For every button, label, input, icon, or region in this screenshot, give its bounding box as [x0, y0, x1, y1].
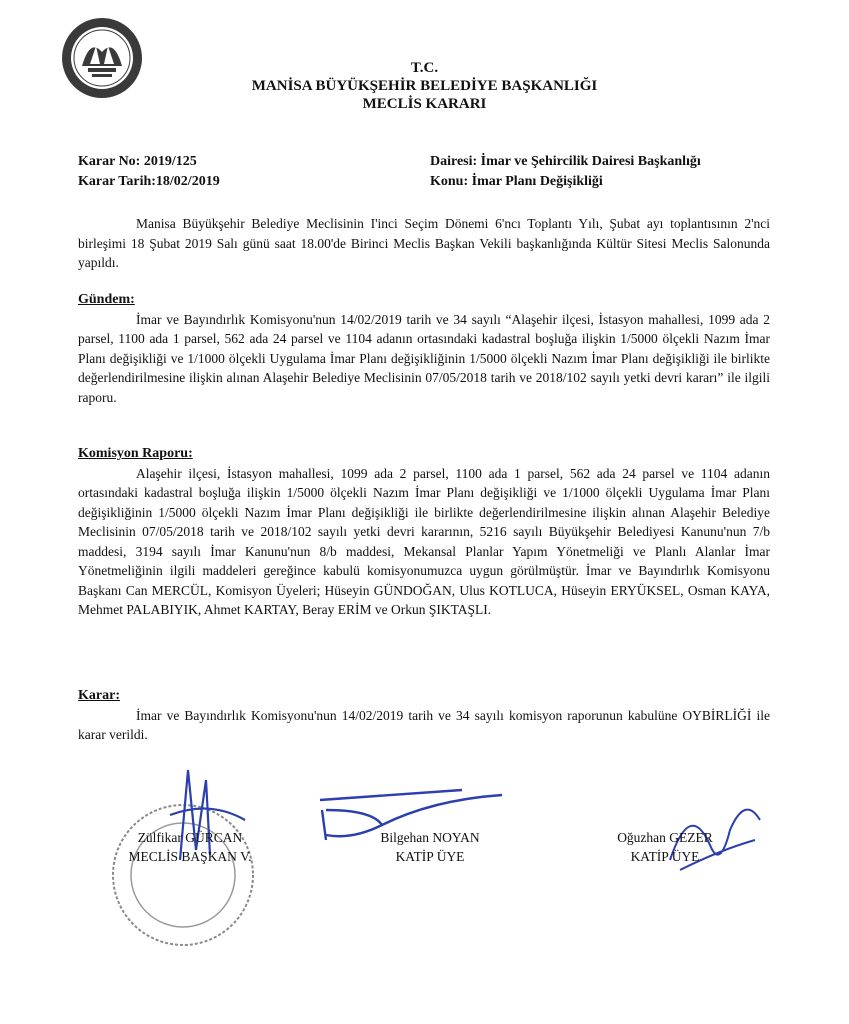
gundem-title: Gündem: [78, 292, 135, 307]
komisyon-section [78, 440, 770, 620]
karar-section [78, 682, 770, 745]
karar-paragraph: İmar ve Bayındırlık Komisyonu'nun 14/02/2019 tarih ve 34 sayılı komisyon raporunun kabulüne OYBİRLİĞİ ile karar verildi. [78, 707, 770, 742]
signature-role: MECLİS BAŞKAN V. [128, 849, 252, 864]
signature-name: Bilgehan NOYAN [380, 830, 480, 845]
karar-no: Karar No: 2019/125 [78, 154, 197, 169]
meta-left [78, 152, 220, 192]
intro-section [78, 214, 770, 273]
seal-stamp-icon [108, 800, 258, 950]
signature-name: Zülfikar GÜRCAN [137, 830, 243, 845]
karar-tarih: Karar Tarih:18/02/2019 [78, 174, 220, 189]
signature-role: KATİP ÜYE [395, 849, 465, 864]
signature-block-1 [90, 828, 290, 866]
komisyon-title: Komisyon Raporu: [78, 446, 193, 461]
header-organization: MANİSA BÜYÜKŞEHİR BELEDİYE BAŞKANLIĞI [251, 78, 598, 94]
gundem-section [78, 286, 770, 407]
signature-role: KATİP ÜYE [630, 849, 700, 864]
karar-title: Karar: [78, 688, 120, 703]
header-document-type: MECLİS KARARI [362, 96, 487, 112]
header-tc: T.C. [410, 60, 439, 76]
signature-block-3 [575, 828, 755, 866]
meta-right [430, 152, 701, 192]
konu: Konu: İmar Planı Değişikliği [430, 174, 603, 189]
gundem-paragraph: İmar ve Bayındırlık Komisyonu'nun 14/02/2019 tarih ve 34 sayılı “Alaşehir ilçesi, İstasyon mahallesi, 1099 ada 2 parsel, 1100 ada 1 parsel, 562 ada 24 parsel ve 1104 adanın ortasındaki kadastral boşluğa ilişkin 1/5000 ölçekli Nazım İmar Planı değişikliği ve 1/1000 ölçekli Uygulama İmar Planı değişikliğinin 1/5000 ölçekli Nazım İmar Planı değişikliği ile birlikte değerlendirilmesine ilişkin alınan Alaşehir Belediye Meclisinin 07/05/2018 tarih ve 2018/102 sayılı yetki devri kararı” ile ilgili raporu. [78, 311, 770, 405]
dairesi: Dairesi: İmar ve Şehircilik Dairesi Başkanlığı [430, 154, 701, 169]
komisyon-paragraph: Alaşehir ilçesi, İstasyon mahallesi, 1099 ada 2 parsel, 1100 ada 1 parsel, 562 ada 24 parsel ve 1104 adanın ortasındaki kadastral boşluğa ilişkin 1/5000 ölçekli Nazım İmar Planı değişikliği ve 1/1000 ölçekli Uygulama İmar Planı değişikliğinin 1/5000 ölçekli Nazım İmar Planı değişikliği ile birlikte değerlendirilmesine ilişkin alınan Alaşehir Belediye Meclisinin 07/05/2018 tarih ve 2018/102 sayılı yetki devri kararının, 5216 sayılı Büyükşehir Belediyesi Kanunu'nun 7/b maddesi, 3194 sayılı İmar Kanunu'nun 8/b maddesi, Mekansal Planlar Yapım Yönetmeliği ve Planlı Alanlar İmar Yönetmeliğinin ilgili maddeleri gereğince kabulü komisyonumuzca uygun görülmüştür. İmar ve Bayındırlık Komisyonu Başkanı Can MERCÜL, Komisyon Üyeleri; Hüseyin GÜNDOĞAN, Ulus KOTLUCA, Hüseyin ERYÜKSEL, Osman KAYA, Mehmet PALABIYIK, Ahmet KARTAY, Beray ERİM ve Orkun ŞIKTAŞLI. [78, 465, 770, 617]
signature-block-2 [330, 828, 530, 866]
signature-name: Oğuzhan GEZER [617, 830, 713, 845]
intro-paragraph: Manisa Büyükşehir Belediye Meclisinin I'inci Seçim Dönemi 6'ncı Toplantı Yılı, Şubat ayı toplantısının 2'nci birleşimi 18 Şubat 2019 Salı günü saat 18.00'de Birinci Meclis Başkan Vekili başkanlığında Kültür Sitesi Meclis Salonunda yapıldı. [78, 216, 770, 270]
